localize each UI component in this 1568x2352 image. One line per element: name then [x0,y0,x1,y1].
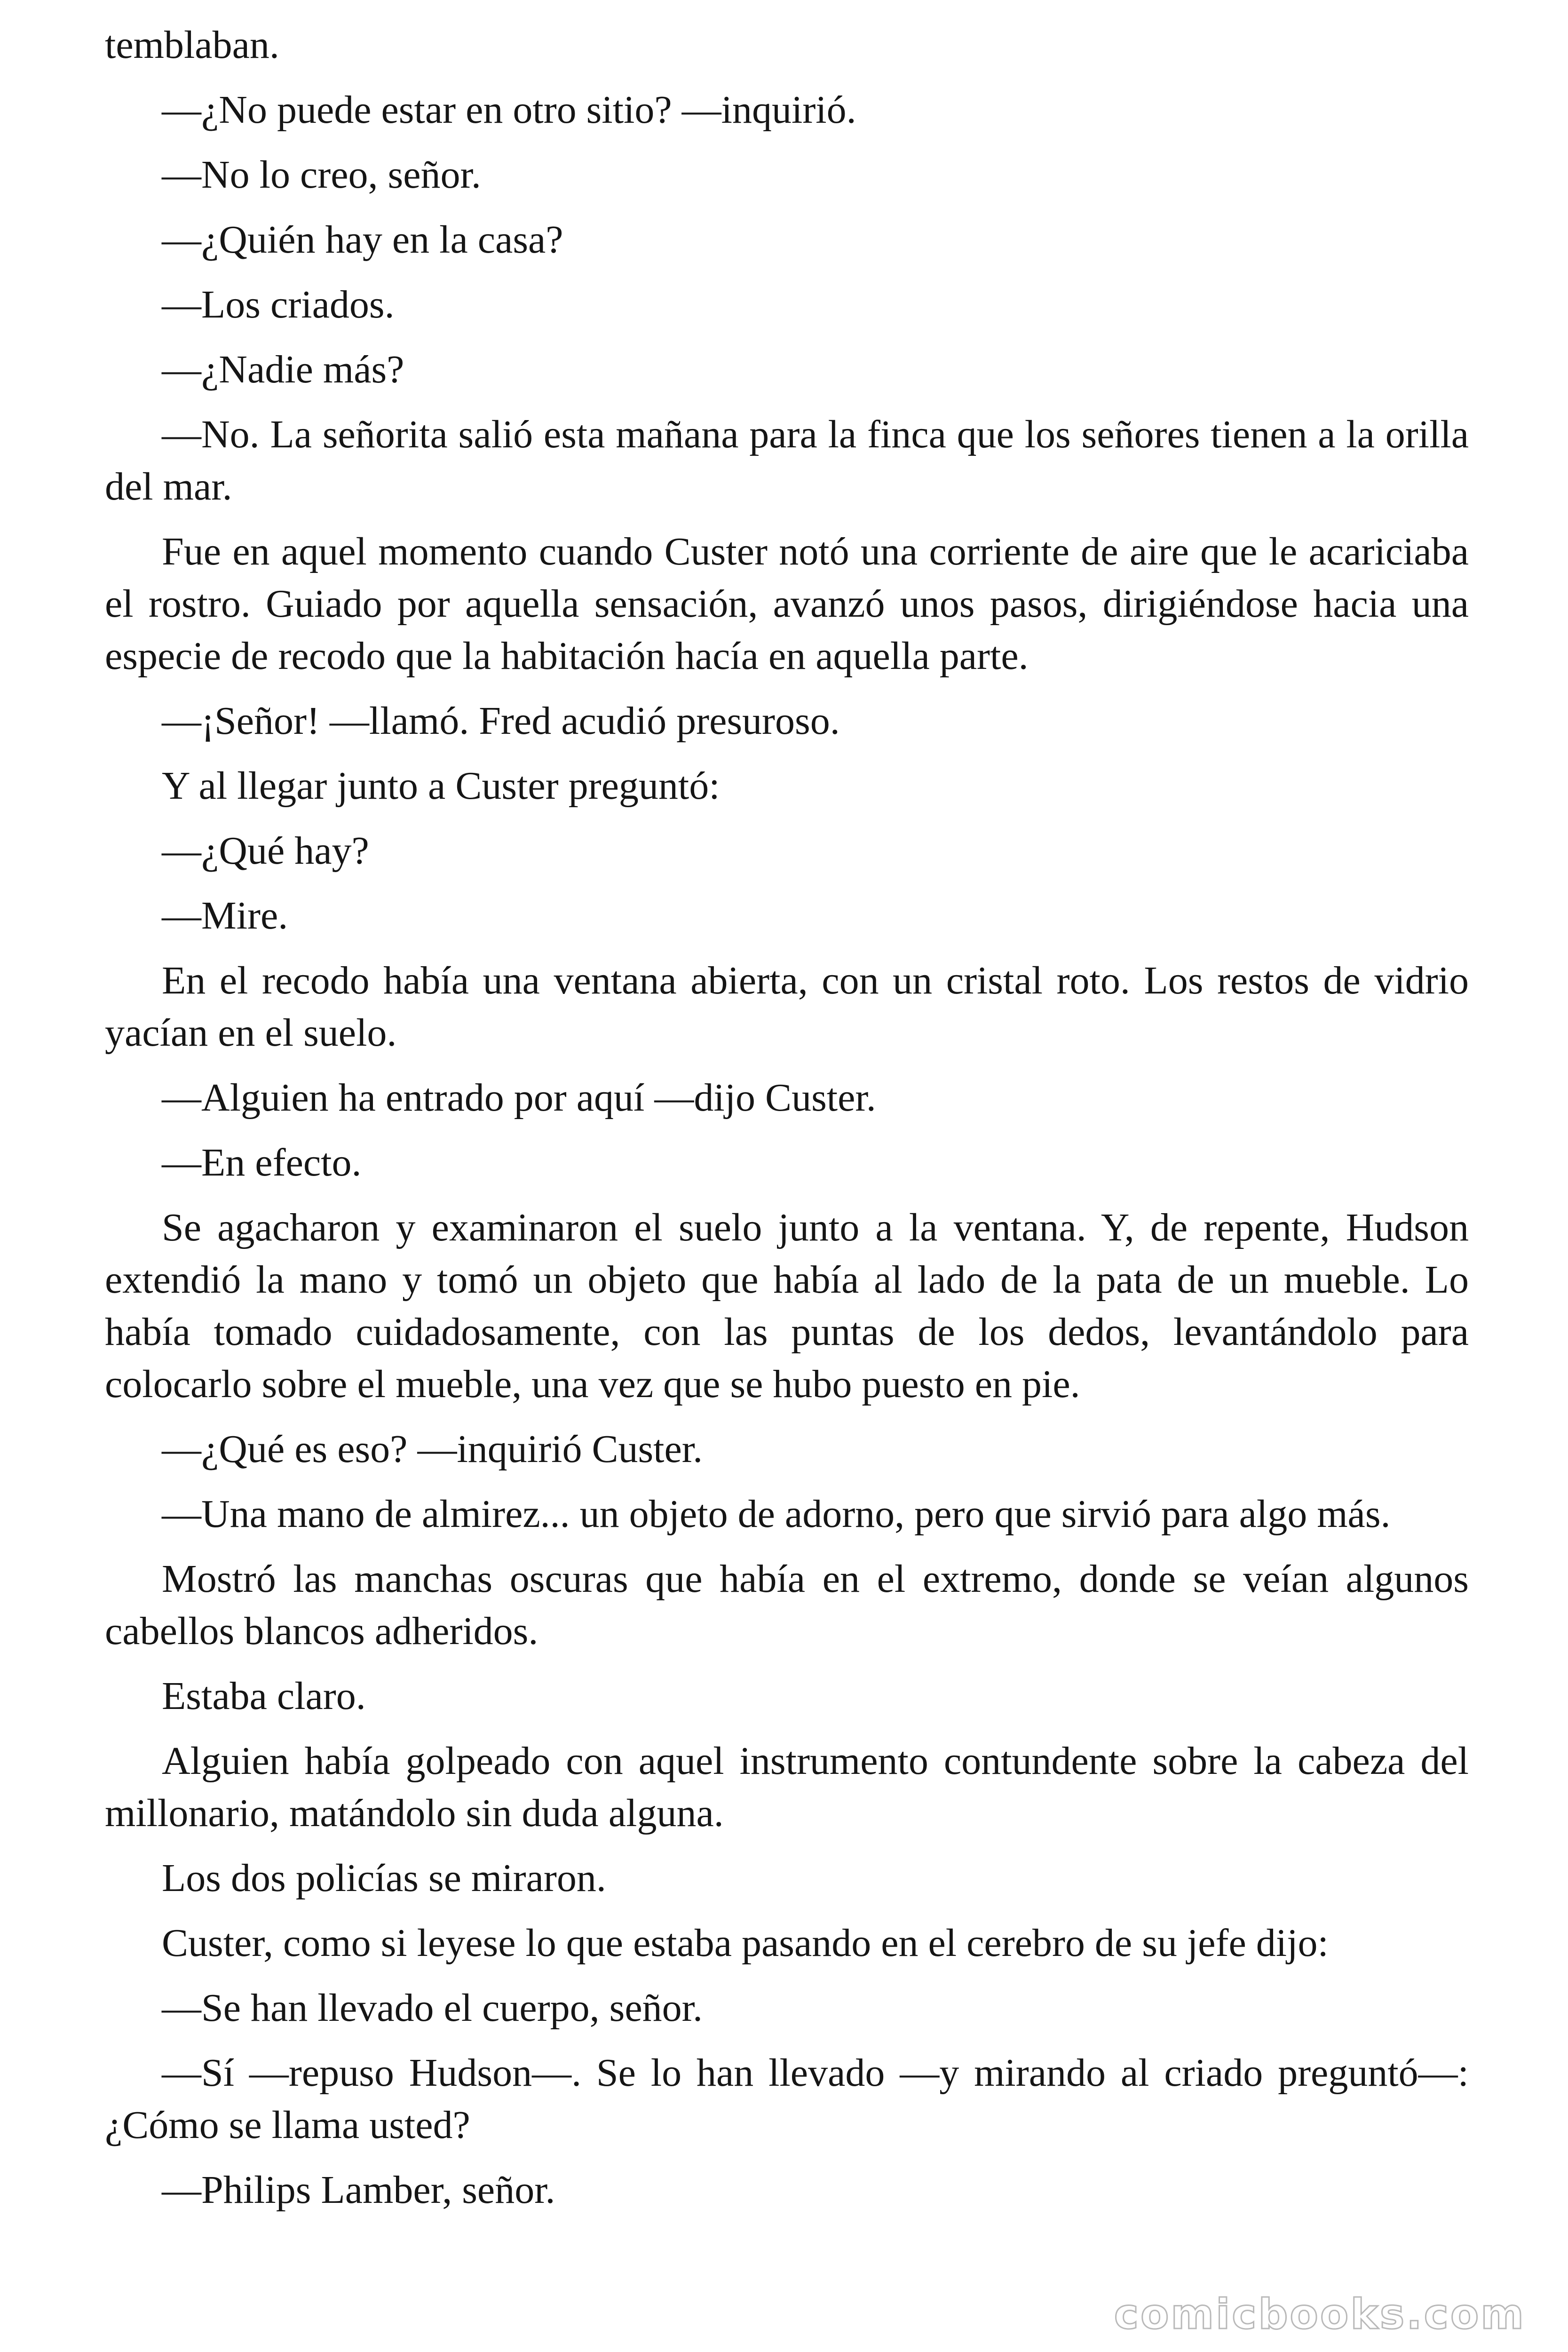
paragraph: temblaban. [105,23,279,67]
paragraph: —No lo creo, señor. [162,153,481,197]
paragraph: Custer, como si leyese lo que estaba pasando en el cerebro de su jefe dijo: [162,1921,1329,1965]
paragraph: —Los criados. [162,283,395,326]
paragraph: —Sí —repuso Hudson—. Se lo han llevado —y mirando al criado preguntó—: ¿Cómo se llama usted? [105,2051,1469,2147]
paragraph: —¿Quién hay en la casa? [162,218,563,262]
paragraph: —¿Qué hay? [162,829,369,873]
paragraph: —Philips Lamber, señor. [162,2168,555,2212]
paragraph: En el recodo había una ventana abierta, con un cristal roto. Los restos de vidrio yacían en el suelo. [105,959,1469,1055]
paragraph: —Alguien ha entrado por aquí —dijo Custer. [162,1076,876,1120]
paragraph: Mostró las manchas oscuras que había en el extremo, donde se veían algunos cabellos blancos adheridos. [105,1557,1469,1653]
paragraph: —¿Qué es eso? —inquirió Custer. [162,1427,703,1471]
paragraph: —Se han llevado el cuerpo, señor. [162,1986,703,2030]
paragraph: Fue en aquel momento cuando Custer notó una corriente de aire que le acariciaba el rostro. Guiado por aquella sensación, avanzó unos pasos, dirigiéndose hacia una especie de recodo que la habitación hacía en aquella parte. [105,530,1469,678]
paragraph: Alguien había golpeado con aquel instrumento contundente sobre la cabeza del millonario, matándolo sin duda alguna. [105,1739,1469,1835]
paragraph: —¡Señor! —llamó. Fred acudió presuroso. [162,699,840,743]
paragraph: —No. La señorita salió esta mañana para la finca que los señores tienen a la orilla del mar. [105,413,1469,509]
paragraph: —Mire. [162,894,288,938]
paragraph: Se agacharon y examinaron el suelo junto a la ventana. Y, de repente, Hudson extendió la mano y tomó un objeto que había al lado de la pata de un mueble. Lo había tomado cuidadosamente, con las puntas de los dedos, levantándolo para colocarlo sobre el mueble, una vez que se hubo puesto en pie. [105,1206,1469,1406]
paragraph: —Una mano de almirez... un objeto de adorno, pero que sirvió para algo más. [162,1492,1391,1536]
paragraph: Los dos policías se miraron. [162,1856,606,1900]
paragraph: —En efecto. [162,1141,362,1184]
watermark: comicbooks.com [1114,2290,1526,2338]
page-body [105,19,1469,2229]
paragraph: —¿Nadie más? [162,348,404,391]
paragraph: Estaba claro. [162,1674,366,1718]
paragraph: —¿No puede estar en otro sitio? —inquirió. [162,88,856,132]
paragraph: Y al llegar junto a Custer preguntó: [162,764,720,808]
